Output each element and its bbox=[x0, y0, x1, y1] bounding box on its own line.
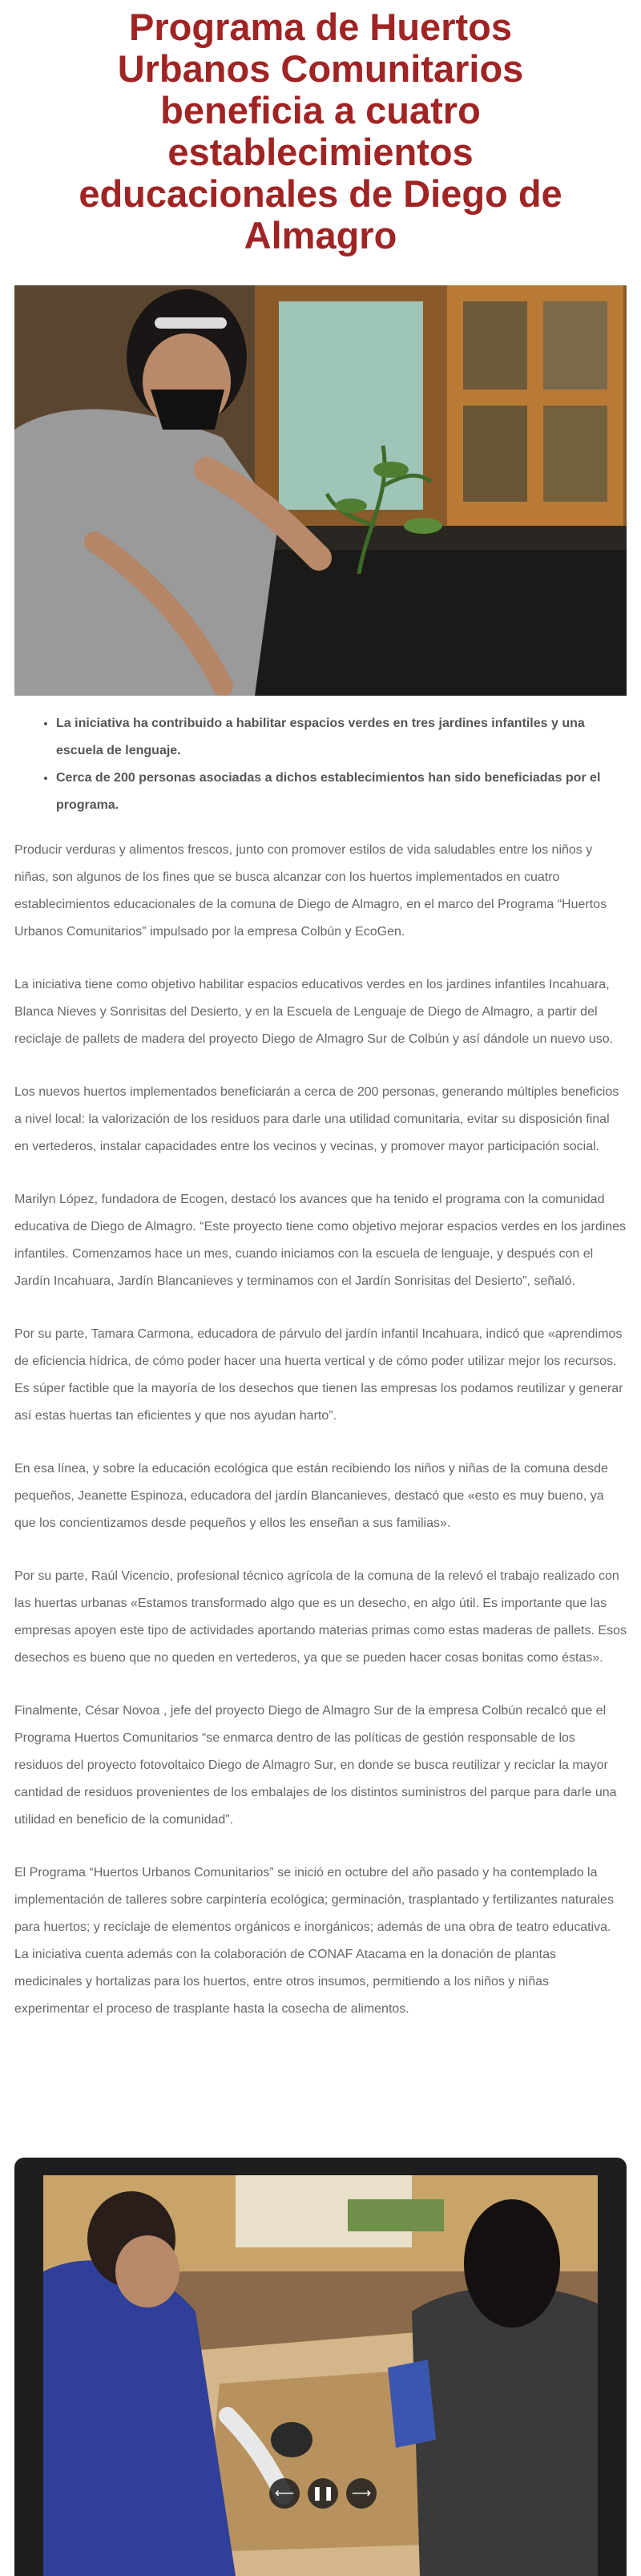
summary-bullet: • Cerca de 200 personas asociadas a dichos establecimientos han sido beneficiadas por el programa. bbox=[56, 765, 627, 819]
body-paragraph: El Programa “Huertos Urbanos Comunitarios” se inició en octubre del año pasado y ha contemplado la implementación de talleres sobre carpintería ecológica; germinación, trasplantado y fertilizantes naturales para huertos; y reciclaje de elementos orgánicos e inorgánicos; además de una obra de teatro educativa. La iniciativa cuenta además con la colaboración de CONAF Atacama en la donación de plantas medicinales y hortalizas para los huertos, entre otros insumos, permitiendo a los niños y niñas experimentar el proceso de trasplante hasta la cosecha de alimentos. bbox=[14, 1866, 614, 2016]
body-paragraph: Por su parte, Raúl Vicencio, profesional técnico agrícola de la comuna de la relevó el trabajo realizado con las huertas urbanas «Estamos transformado algo que es un desecho, en algo útil. Es importante que las empresas apoyen este tipo de actividades aportando materias primas como estas maderas de pallets. Esos desechos es bueno que no queden en vertederos, ya que se pueden hacer cosas bonitas como éstas». bbox=[14, 1569, 627, 1665]
body-paragraph: La iniciativa tiene como objetivo habilitar espacios educativos verdes en los jardines infantiles Incahuara, Blanca Nieves y Sonrisitas del Desierto, y en la Escuela de Lenguaje de Diego de Almagro, a partir del reciclaje de pallets de madera del proyecto Diego de Almagro Sur de Colbún y así dándole un nuevo uso. bbox=[14, 978, 614, 1046]
slider-controls bbox=[269, 2478, 377, 2509]
body-paragraph: En esa línea, y sobre la educación ecológica que están recibiendo los niños y niñas de la comuna desde pequeños, Jeanette Espinoza, educadora del jardín Blancanieves, destacó que «esto es muy bueno, ya que los concientizamos desde pequeños y ellos les enseñan a sus familias». bbox=[14, 1462, 608, 1530]
summary-bullet: • La iniciativa ha contribuido a habilitar espacios verdes en tres jardines infantiles y una escuela de lenguaje. bbox=[56, 710, 627, 765]
body-paragraph: Marilyn López, fundadora de Ecogen, destacó los avances que ha tenido el programa con la comunidad educativa de Diego de Almagro. “Este proyecto tiene como objetivo mejorar espacios verdes en los jardines infantiles. Comenzamos hace un mes, cuando iniciamos con la escuela de lenguaje, y después con el Jardín Incahuara, Jardín Blancanieves y terminamos con el Jardín Sonrisitas del Desierto”, señaló. bbox=[14, 1193, 627, 1288]
arrow-left-icon[interactable]: ⟵ bbox=[269, 2478, 300, 2509]
image-slider bbox=[14, 2158, 627, 2576]
body-paragraph: Finalmente, César Novoa , jefe del proyecto Diego de Almagro Sur de la empresa Colbún recalcó que el Programa Huertos Comunitarios “se enmarca dentro de las políticas de gestión responsable de los residuos del proyecto fotovoltaico Diego de Almagro Sur, en donde se busca reutilizar y reciclar la mayor cantidad de residuos provenientes de los embalajes de los distintos suministros del parque para darle una utilidad en beneficio de la comunidad”. bbox=[14, 1704, 617, 1827]
summary-bullets bbox=[14, 710, 627, 819]
body-paragraph: Los nuevos huertos implementados beneficiarán a cerca de 200 personas, generando múltiples beneficios a nivel local: la valorización de los residuos para darle una utilidad comunitaria, evitar su disposición final en vertederos, instalar capacidades entre los vecinos y vecinas, y promover mayor participación social. bbox=[14, 1085, 619, 1153]
hero-photo-woman-planting bbox=[14, 285, 627, 696]
pause-icon[interactable]: ❚❚ bbox=[308, 2478, 338, 2509]
article-title: Programa de Huertos Urbanos Comunitarios beneficia a cuatro establecimientos educacionales de Diego de Almagro bbox=[79, 6, 562, 256]
body-paragraph: Producir verduras y alimentos frescos, junto con promover estilos de vida saludables entre los niños y niñas, son algunos de los fines que se busca alcanzar con los huertos implementados en cuatro establecimientos educacionales de la comuna de Diego de Almagro, en el marco del Programa “Huertos Urbanos Comunitarios” impulsado por la empresa Colbún y EcoGen. bbox=[14, 843, 607, 939]
slide-photo-workshop bbox=[43, 2175, 598, 2576]
article-body bbox=[14, 837, 627, 2049]
body-paragraph: Por su parte, Tamara Carmona, educadora de párvulo del jardín infantil Incahuara, indicó que «aprendimos de eficiencia hídrica, de cómo poder hacer una huerta vertical y de cómo poder utilizar mejor los recursos. Es súper factible que la mayoría de los desechos que tienen las empresas los podamos reutilizar y generar así estas huertas tan eficientes y que nos ayudan harto”. bbox=[14, 1327, 623, 1423]
arrow-right-icon[interactable]: ⟶ bbox=[346, 2478, 377, 2509]
